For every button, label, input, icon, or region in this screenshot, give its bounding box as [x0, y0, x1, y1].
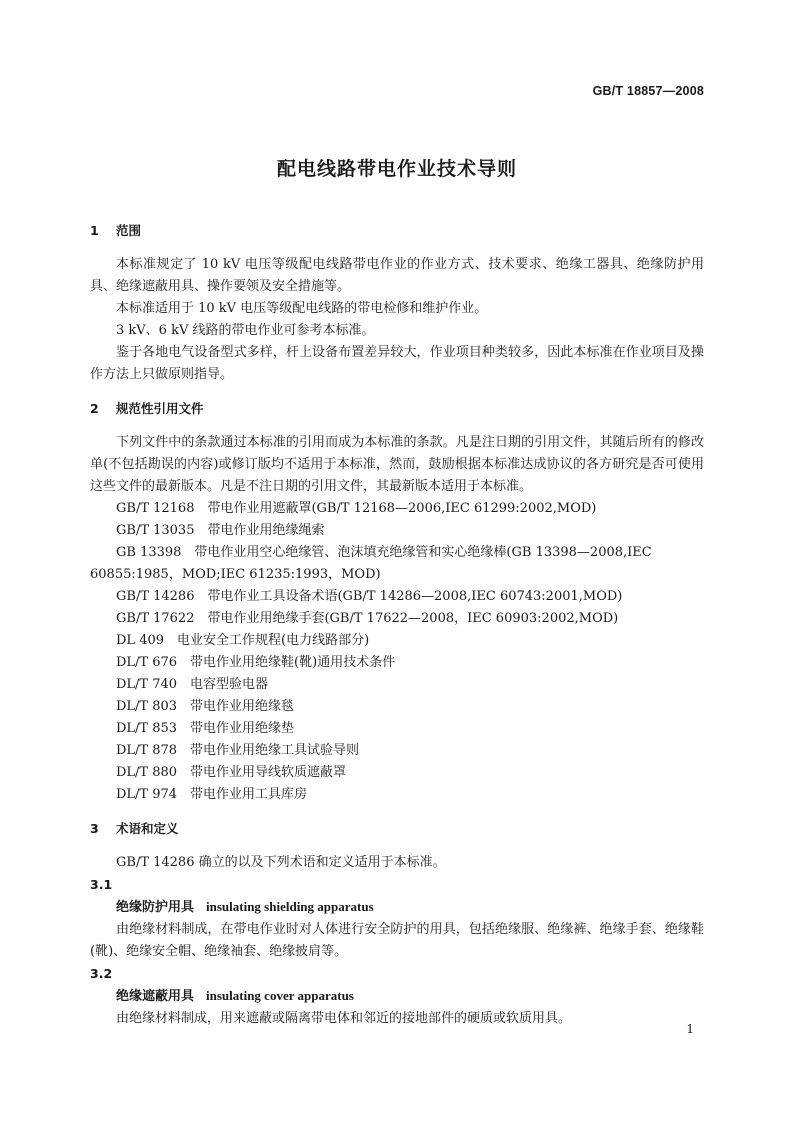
term-definition: 由绝缘材料制成，用来遮蔽或隔离带电体和邻近的接地部件的硬质或软质用具。: [116, 1011, 572, 1026]
section-title: 术语和定义: [116, 821, 179, 836]
section-heading: [90, 398, 704, 420]
reference-item: DL/T 853 带电作业用绝缘垫: [116, 721, 295, 736]
reference-item: DL/T 803 带电作业用绝缘毯: [116, 699, 295, 714]
section-number: 1: [90, 223, 99, 238]
paragraph: 下列文件中的条款通过本标准的引用而成为本标准的条款。凡是注日期的引用文件，其随后所有的修改单(不包括勘误的内容)或修订版均不适用于本标准，然而，鼓励根据本标准达成协议的各方研究是否可使用这些文件的最新版本。凡是不注日期的引用文件，其最新版本适用于本标准。: [90, 435, 704, 494]
section-scope: [90, 220, 704, 386]
paragraph: 本标准适用于 10 kV 电压等级配电线路的带电检修和维护作业。: [116, 301, 488, 316]
section-terms-definitions: [90, 818, 704, 1030]
term-name-en: insulating shielding apparatus: [206, 899, 374, 914]
term-name: [90, 985, 704, 1008]
reference-item: GB 13398 带电作业用空心绝缘管、泡沫填充绝缘管和实心绝缘棒(GB 13398—2008,IEC 60855:1985，MOD;IEC 61235:1993，MOD): [90, 545, 652, 582]
document-body: [90, 220, 704, 1030]
term-number: 3.1: [90, 877, 113, 892]
section-heading: [90, 818, 704, 840]
term-name: [90, 896, 704, 919]
paragraph: GB/T 14286 确立的以及下列术语和定义适用于本标准。: [116, 855, 446, 870]
section-title: 范围: [116, 223, 142, 238]
reference-item: DL/T 740 电容型验电器: [116, 677, 269, 692]
reference-item: GB/T 12168 带电作业用遮蔽罩(GB/T 12168—2006,IEC 61299:2002,MOD): [116, 501, 597, 516]
reference-item: DL 409 电业安全工作规程(电力线路部分): [116, 633, 370, 648]
section-heading: [90, 220, 704, 242]
page-number: 1: [686, 1022, 694, 1036]
section-number: 2: [90, 401, 99, 416]
reference-item: DL/T 880 带电作业用导线软质遮蔽罩: [116, 765, 347, 780]
document-title: 配电线路带电作业技术导则: [276, 158, 517, 180]
reference-item: GB/T 13035 带电作业用绝缘绳索: [116, 523, 325, 538]
term-name-zh: 绝缘遮蔽用具: [116, 989, 195, 1004]
reference-item: DL/T 974 带电作业用工具库房: [116, 787, 308, 802]
reference-item: GB/T 17622 带电作业用绝缘手套(GB/T 17622—2008，IEC 60903:2002,MOD): [116, 611, 619, 626]
reference-item: DL/T 676 带电作业用绝缘鞋(靴)通用技术条件: [116, 655, 396, 670]
section-title: 规范性引用文件: [116, 401, 204, 416]
section-normative-references: [90, 398, 704, 806]
term-name-zh: 绝缘防护用具: [116, 900, 195, 915]
term-name-en: insulating cover apparatus: [206, 988, 354, 1003]
paragraph: 3 kV、6 kV 线路的带电作业可参考本标准。: [116, 323, 375, 338]
term-number: 3.2: [90, 966, 113, 981]
paragraph: 鉴于各地电气设备型式多样，杆上设备布置差异较大，作业项目种类较多，因此本标准在作业项目及操作方法上只做原则指导。: [90, 345, 704, 382]
term-definition: 由绝缘材料制成，在带电作业时对人体进行安全防护的用具，包括绝缘服、绝缘裤、绝缘手套、绝缘鞋(靴)、绝缘安全帽、绝缘袖套、绝缘披肩等。: [90, 922, 704, 959]
reference-item: GB/T 14286 带电作业工具设备术语(GB/T 14286—2008,IEC 60743:2001,MOD): [116, 589, 623, 604]
reference-item: DL/T 878 带电作业用绝缘工具试验导则: [116, 743, 360, 758]
header-standard-code: GB/T 18857—2008: [592, 84, 704, 98]
section-number: 3: [90, 821, 99, 836]
paragraph: 本标准规定了 10 kV 电压等级配电线路带电作业的作业方式、技术要求、绝缘工器具、绝缘防护用具、绝缘遮蔽用具、操作要领及安全措施等。: [90, 257, 704, 294]
